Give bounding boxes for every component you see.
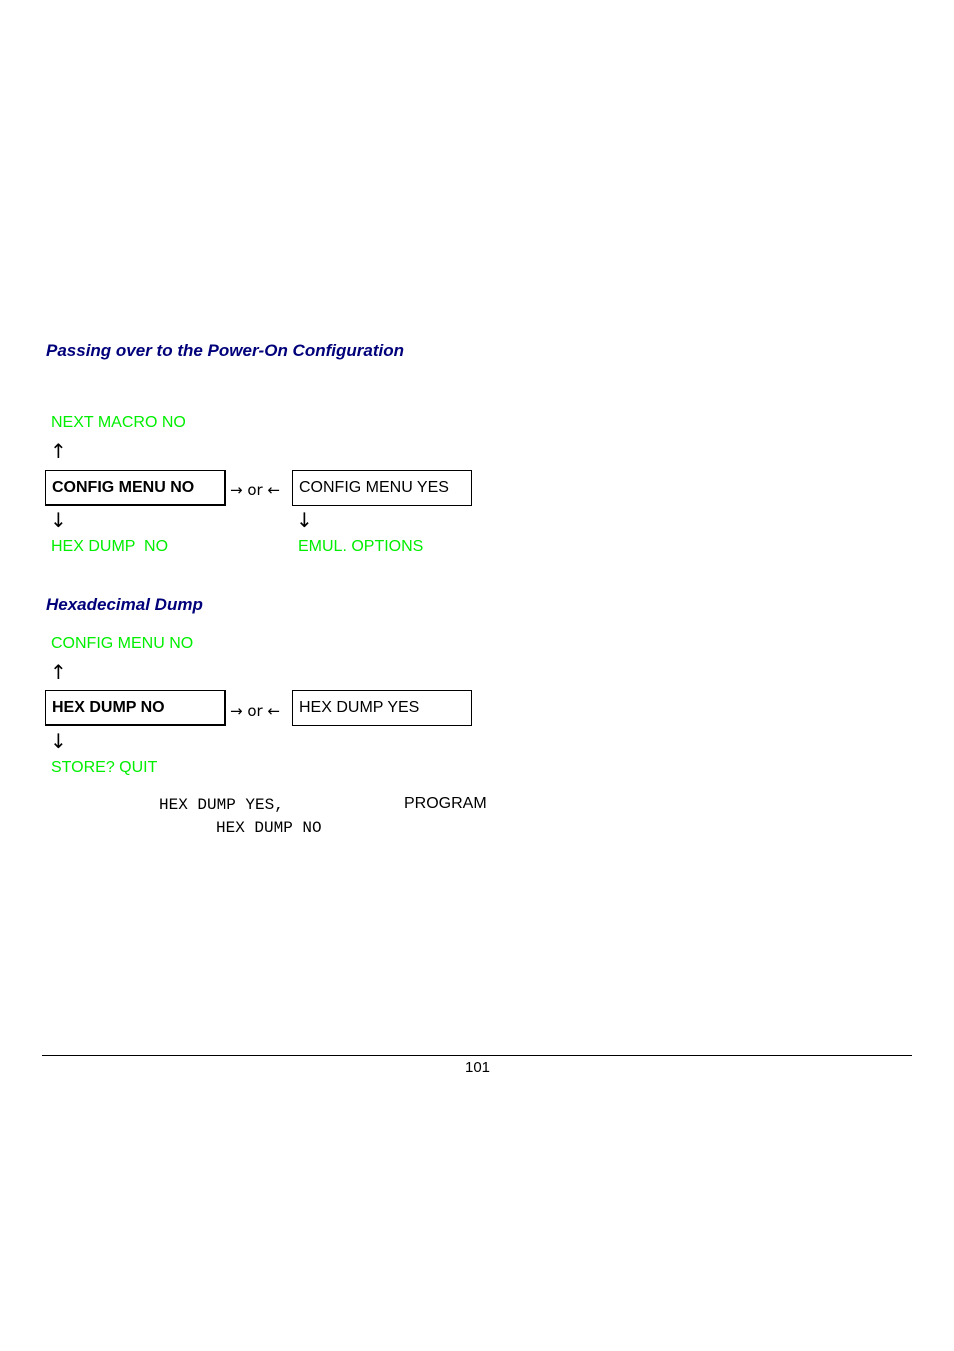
up-arrow-icon: ↑ (50, 439, 67, 463)
display-box-hex-dump-no (45, 690, 226, 726)
section-heading-power-on-config: Passing over to the Power-On Configuration (46, 341, 404, 360)
menu-label-config-menu-no: CONFIG MENU NO (51, 635, 194, 652)
menu-label-next-macro: NEXT MACRO NO (51, 414, 186, 431)
note-code-hex-dump-yes: HEX DUMP YES, (159, 796, 284, 814)
display-box-label: CONFIG MENU NO (52, 478, 195, 496)
menu-label-emul-options: EMUL. OPTIONS (298, 538, 424, 555)
display-box-hex-dump-yes (292, 690, 472, 726)
down-arrow-icon: ↓ (50, 729, 67, 753)
section-heading-hexadecimal-dump: Hexadecimal Dump (46, 595, 203, 614)
menu-label-store-quit: STORE? QUIT (51, 759, 158, 776)
footer-rule (42, 1055, 912, 1056)
menu-label-hex-dump-no: HEX DUMP NO (51, 538, 169, 555)
navigation-separator: → or ← (230, 702, 281, 720)
note-code-hex-dump-no: HEX DUMP NO (216, 819, 322, 837)
note-key-program: PROGRAM (404, 795, 487, 812)
display-box-config-menu-no (45, 470, 226, 506)
down-arrow-icon: ↓ (50, 508, 67, 532)
display-box-label: HEX DUMP NO (52, 698, 165, 716)
up-arrow-icon: ↑ (50, 660, 67, 684)
page-number: 101 (465, 1059, 491, 1076)
navigation-separator: → or ← (230, 481, 281, 499)
display-box-config-menu-yes (292, 470, 472, 506)
display-box-label: CONFIG MENU YES (299, 479, 449, 496)
down-arrow-icon: ↓ (296, 508, 313, 532)
display-box-label: HEX DUMP YES (299, 699, 420, 716)
